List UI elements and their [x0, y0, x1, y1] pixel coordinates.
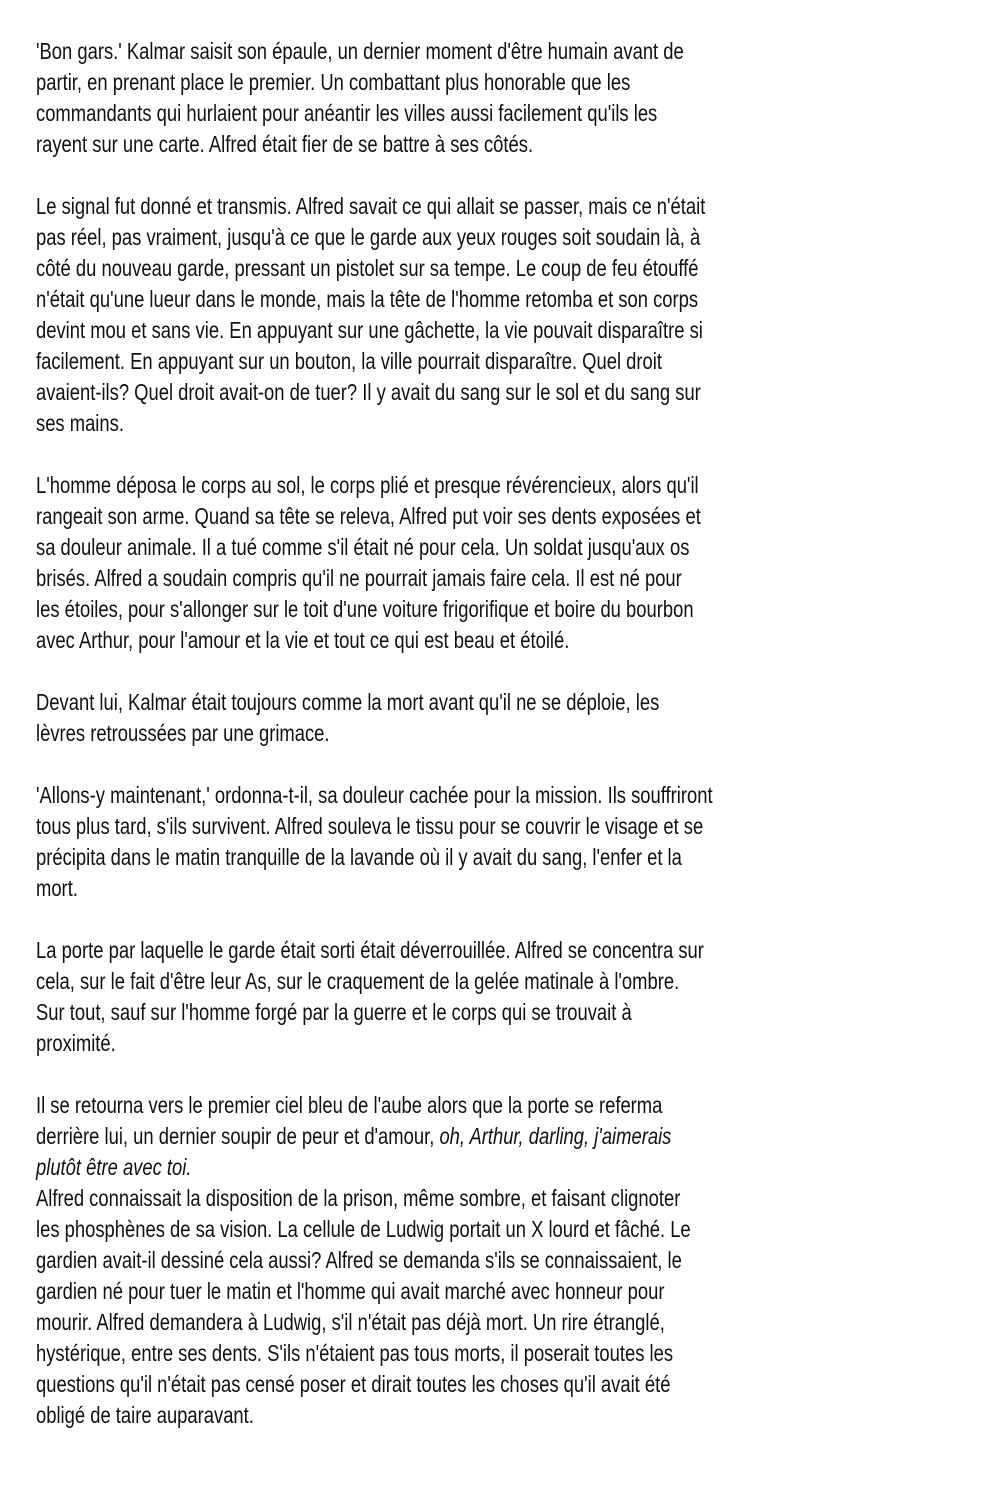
text-line: mort. — [36, 875, 78, 901]
text-line: côté du nouveau garde, pressant un pistolet sur sa tempe. Le coup de feu étouffé — [36, 255, 699, 281]
paragraph-1 — [36, 36, 976, 160]
text-line: sa douleur animale. Il a tué comme s'il était né pour cela. Un soldat jusqu'aux os — [36, 534, 690, 560]
italic-thought: oh, Arthur, darling, j'aimerais — [439, 1123, 672, 1149]
text-line: précipita dans le matin tranquille de la lavande où il y avait du sang, l'enfer et la — [36, 844, 682, 870]
text-line: 'Bon gars.' Kalmar saisit son épaule, un dernier moment d'être humain avant de — [36, 38, 684, 64]
text-line: tous plus tard, s'ils survivent. Alfred souleva le tissu pour se couvrir le visage et se — [36, 813, 704, 839]
text-line: Devant lui, Kalmar était toujours comme la mort avant qu'il ne se déploie, les — [36, 689, 660, 715]
text-line: devint mou et sans vie. En appuyant sur une gâchette, la vie pouvait disparaître si — [36, 317, 703, 343]
text-line: les phosphènes de sa vision. La cellule de Ludwig portait un X lourd et fâché. Le — [36, 1216, 691, 1242]
text-line: gardien né pour tuer le matin et l'homme qui avait marché avec honneur pour — [36, 1278, 665, 1304]
text-line: proximité. — [36, 1030, 116, 1056]
text-line: ses mains. — [36, 410, 124, 436]
text-line: Sur tout, sauf sur l'homme forgé par la guerre et le corps qui se trouvait à — [36, 999, 632, 1025]
text-line: mourir. Alfred demandera à Ludwig, s'il n'était pas déjà mort. Un rire étranglé, — [36, 1309, 665, 1335]
text-line: questions qu'il n'était pas censé poser et dirait toutes les choses qu'il avait été — [36, 1371, 671, 1397]
text-line: partir, en prenant place le premier. Un combattant plus honorable que les — [36, 69, 631, 95]
text-line: Alfred connaissait la disposition de la prison, même sombre, et faisant clignoter — [36, 1185, 681, 1211]
text-line: facilement. En appuyant sur un bouton, la ville pourrait disparaître. Quel droit — [36, 348, 662, 374]
text-line: Le signal fut donné et transmis. Alfred savait ce qui allait se passer, mais ce n'était — [36, 193, 706, 219]
paragraph-4 — [36, 687, 976, 749]
text-line: brisés. Alfred a soudain compris qu'il ne pourrait jamais faire cela. Il est né pour — [36, 565, 682, 591]
paragraph-6 — [36, 935, 976, 1059]
text-line: Il se retourna vers le premier ciel bleu de l'aube alors que la porte se referma — [36, 1092, 663, 1118]
italic-thought: plutôt être avec toi. — [36, 1154, 192, 1180]
text-line: lèvres retroussées par une grimace. — [36, 720, 330, 746]
text-line: commandants qui hurlaient pour anéantir les villes aussi facilement qu'ils les — [36, 100, 658, 126]
text-line: avaient-ils? Quel droit avait-on de tuer? Il y avait du sang sur le sol et du sang sur — [36, 379, 701, 405]
text-line: 'Allons-y maintenant,' ordonna-t-il, sa douleur cachée pour la mission. Ils souffriront — [36, 782, 713, 808]
text-line: rayent sur une carte. Alfred était fier de se battre à ses côtés. — [36, 131, 534, 157]
text-line: obligé de taire auparavant. — [36, 1402, 254, 1428]
text-line: cela, sur le fait d'être leur As, sur le craquement de la gelée matinale à l'ombre. — [36, 968, 680, 994]
paragraph-5 — [36, 780, 976, 904]
document-page — [36, 36, 976, 1462]
text-line — [36, 1152, 976, 1183]
paragraph-3 — [36, 470, 976, 656]
text-line: les étoiles, pour s'allonger sur le toit d'une voiture frigorifique et boire du bourbon — [36, 596, 694, 622]
text-line: avec Arthur, pour l'amour et la vie et tout ce qui est beau et étoilé. — [36, 627, 570, 653]
text-line: n'était qu'une lueur dans le monde, mais la tête de l'homme retomba et son corps — [36, 286, 699, 312]
text-line: L'homme déposa le corps au sol, le corps plié et presque révérencieux, alors qu'il — [36, 472, 699, 498]
paragraph-2 — [36, 191, 976, 439]
text-segment: derrière lui, un dernier soupir de peur et d'amour, — [36, 1123, 440, 1149]
text-line: La porte par laquelle le garde était sorti était déverrouillée. Alfred se concentra sur — [36, 937, 704, 963]
text-line: rangeait son arme. Quand sa tête se releva, Alfred put voir ses dents exposées et — [36, 503, 701, 529]
text-line — [36, 1121, 976, 1152]
paragraph-8 — [36, 1183, 976, 1431]
text-line: hystérique, entre ses dents. S'ils n'étaient pas tous morts, il poserait toutes les — [36, 1340, 674, 1366]
text-line: pas réel, pas vraiment, jusqu'à ce que le garde aux yeux rouges soit soudain là, à — [36, 224, 701, 250]
paragraph-7 — [36, 1090, 976, 1183]
text-line: gardien avait-il dessiné cela aussi? Alfred se demanda s'ils se connaissaient, le — [36, 1247, 682, 1273]
